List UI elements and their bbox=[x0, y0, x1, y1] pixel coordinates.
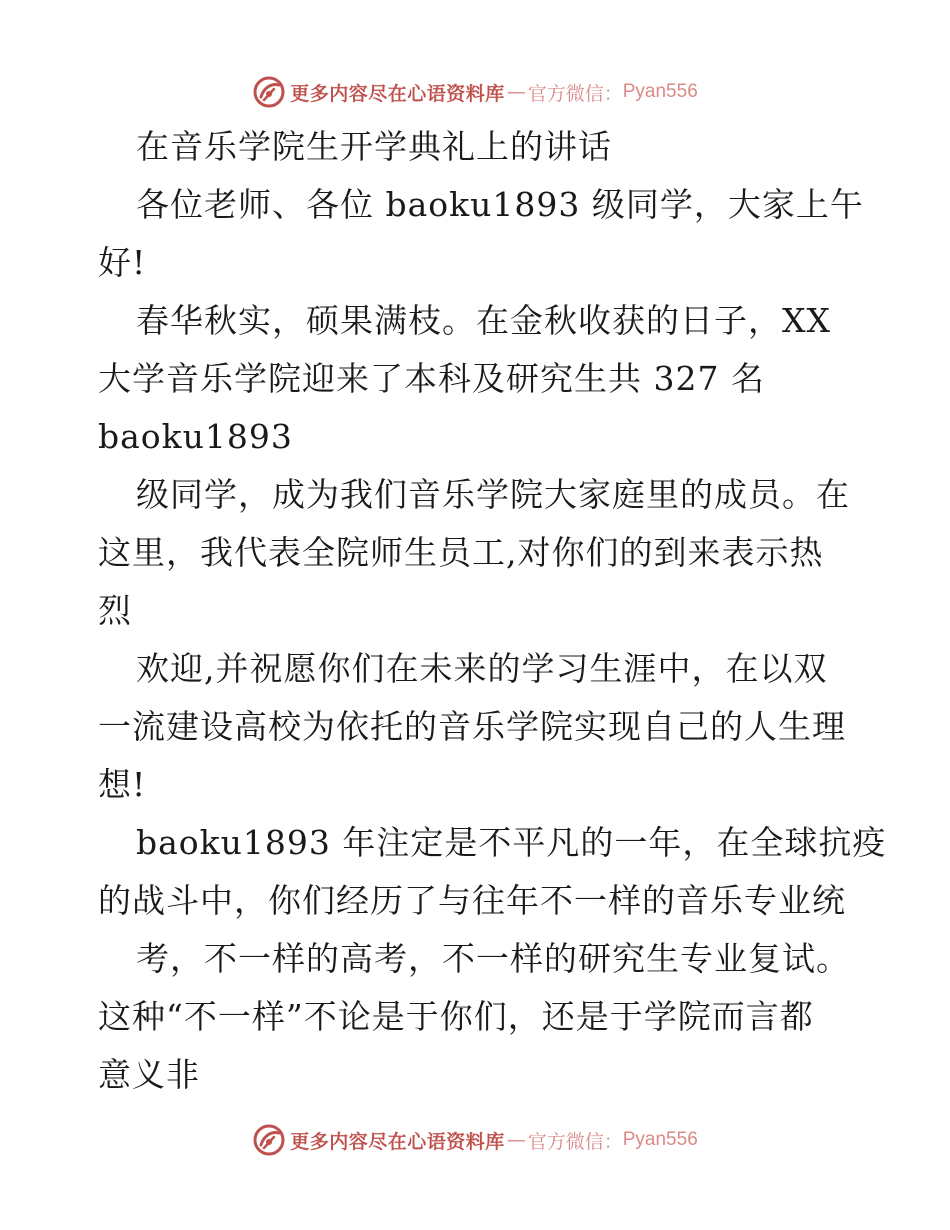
document-title: 在音乐学院生开学典礼上的讲话 bbox=[136, 127, 612, 166]
header-banner bbox=[0, 72, 950, 112]
paragraph-line: 的战斗中，你们经历了与往年不一样的音乐专业统 bbox=[98, 881, 846, 920]
paragraph-line: 春华秋实，硕果满枝。在金秋收获的日子，XX bbox=[136, 301, 831, 340]
paragraph-line: 想! bbox=[98, 765, 147, 804]
document-body bbox=[98, 118, 887, 1104]
paragraph-line: 好! bbox=[98, 243, 147, 282]
paragraph-line: 级同学，成为我们音乐学院大家庭里的成员。在 bbox=[136, 475, 850, 514]
paragraph-line: 大学音乐学院迎来了本科及研究生共 327 名 bbox=[98, 359, 765, 398]
paragraph-line: 一流建设高校为依托的音乐学院实现自己的人生理 bbox=[98, 707, 846, 746]
logo-icon bbox=[252, 1123, 286, 1157]
paragraph-line: 考，不一样的高考，不一样的研究生专业复试。 bbox=[136, 939, 850, 978]
paragraph-line: 各位老师、各位 baoku1893 级同学，大家上午 bbox=[136, 185, 864, 224]
paragraph-line: baoku1893 bbox=[98, 417, 293, 456]
paragraph-line: baoku1893 年注定是不平凡的一年，在全球抗疫 bbox=[136, 823, 887, 862]
wechat-id: Pyan556 bbox=[622, 81, 698, 102]
wechat-label: 官方微信： bbox=[527, 1130, 623, 1153]
wechat-id: Pyan556 bbox=[622, 1129, 698, 1150]
paragraph-line: 这里，我代表全院师生员工,对你们的到来表示热 bbox=[98, 533, 824, 572]
paragraph-line: 这种“不一样”不论是于你们，还是于学院而言都 bbox=[98, 997, 814, 1036]
banner-separator: — bbox=[506, 81, 526, 103]
logo-icon bbox=[252, 75, 286, 109]
paragraph-line: 欢迎,并祝愿你们在未来的学习生涯中，在以双 bbox=[136, 649, 828, 688]
brand-text: 更多内容尽在心语资料库 bbox=[290, 1130, 505, 1153]
brand-text: 更多内容尽在心语资料库 bbox=[290, 82, 505, 105]
paragraph-line: 烈 bbox=[98, 591, 132, 630]
wechat-label: 官方微信： bbox=[527, 82, 623, 105]
paragraph-line: 意义非 bbox=[98, 1055, 200, 1094]
banner-separator: — bbox=[506, 1129, 526, 1151]
footer-banner bbox=[0, 1120, 950, 1160]
